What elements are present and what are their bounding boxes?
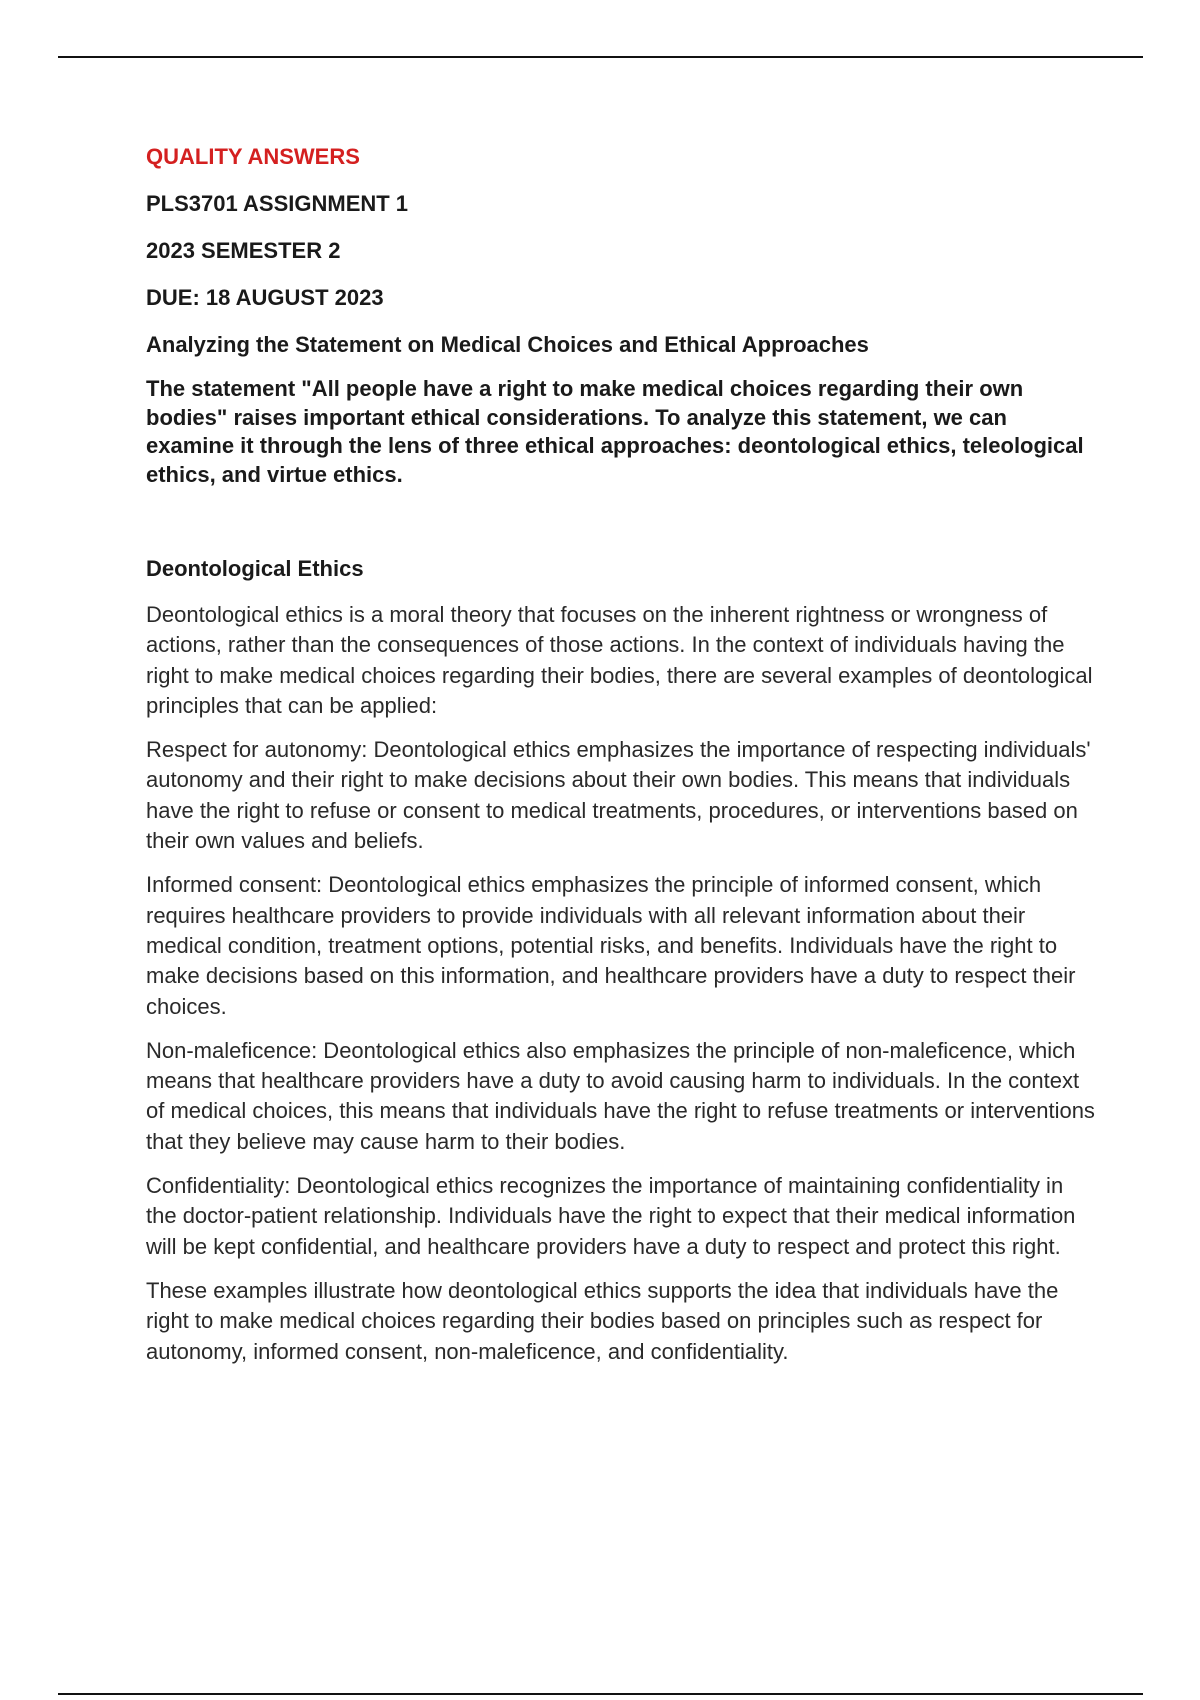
- quality-answers-label: QUALITY ANSWERS: [146, 144, 360, 169]
- document-title: Analyzing the Statement on Medical Choices and Ethical Approaches: [146, 332, 869, 357]
- course-code: PLS3701 ASSIGNMENT 1: [146, 191, 409, 216]
- paragraph-non-maleficence: Non-maleficence: Deontological ethics also emphasizes the principle of non-maleficence, which means that healthcare providers have a duty to avoid causing harm to individuals. In the context of medical choices, this means that individuals have the right to refuse treatments or interventions that they believe may cause harm to their bodies.: [146, 1037, 1095, 1154]
- paragraph-confidentiality: Confidentiality: Deontological ethics recognizes the importance of maintaining confidentiality in the doctor-patient relationship. Individuals have the right to expect that their medical information will be kept confidential, and healthcare providers have a duty to respect and protect this right.: [146, 1173, 1076, 1259]
- due-date: DUE: 18 AUGUST 2023: [146, 285, 384, 310]
- section-heading: Deontological Ethics: [146, 556, 364, 581]
- document-body: [146, 144, 1096, 1381]
- semester: 2023 SEMESTER 2: [146, 238, 341, 263]
- paragraph-informed-consent: Informed consent: Deontological ethics emphasizes the principle of informed consent, which requires healthcare providers to provide individuals with all relevant information about their medical condition, treatment options, potential risks, and benefits. Individuals have the right to make decisions based on this information, and healthcare providers have a duty to respect their choices.: [146, 872, 1076, 1019]
- paragraph-definition: Deontological ethics is a moral theory that focuses on the inherent rightness or wrongness of actions, rather than the consequences of those actions. In the context of individuals having the right to make medical choices regarding their bodies, there are several examples of deontological principles that can be applied:: [146, 602, 1093, 718]
- paragraph-autonomy: Respect for autonomy: Deontological ethics emphasizes the importance of respecting individuals' autonomy and their right to make decisions about their own bodies. This means that individuals have the right to refuse or consent to medical treatments, procedures, or interventions based on their own values and beliefs.: [146, 737, 1091, 854]
- bottom-divider: [58, 1693, 1143, 1695]
- intro-paragraph: The statement "All people have a right to make medical choices regarding their own bodies" raises important ethical considerations. To analyze this statement, we can examine it through the lens of three ethical approaches: deontological ethics, teleological ethics, and virtue ethics.: [146, 376, 1084, 487]
- paragraph-conclusion: These examples illustrate how deontological ethics supports the idea that individuals have the right to make medical choices regarding their bodies based on principles such as respect for autonomy, informed consent, non-maleficence, and confidentiality.: [146, 1277, 1059, 1364]
- top-divider: [58, 56, 1143, 58]
